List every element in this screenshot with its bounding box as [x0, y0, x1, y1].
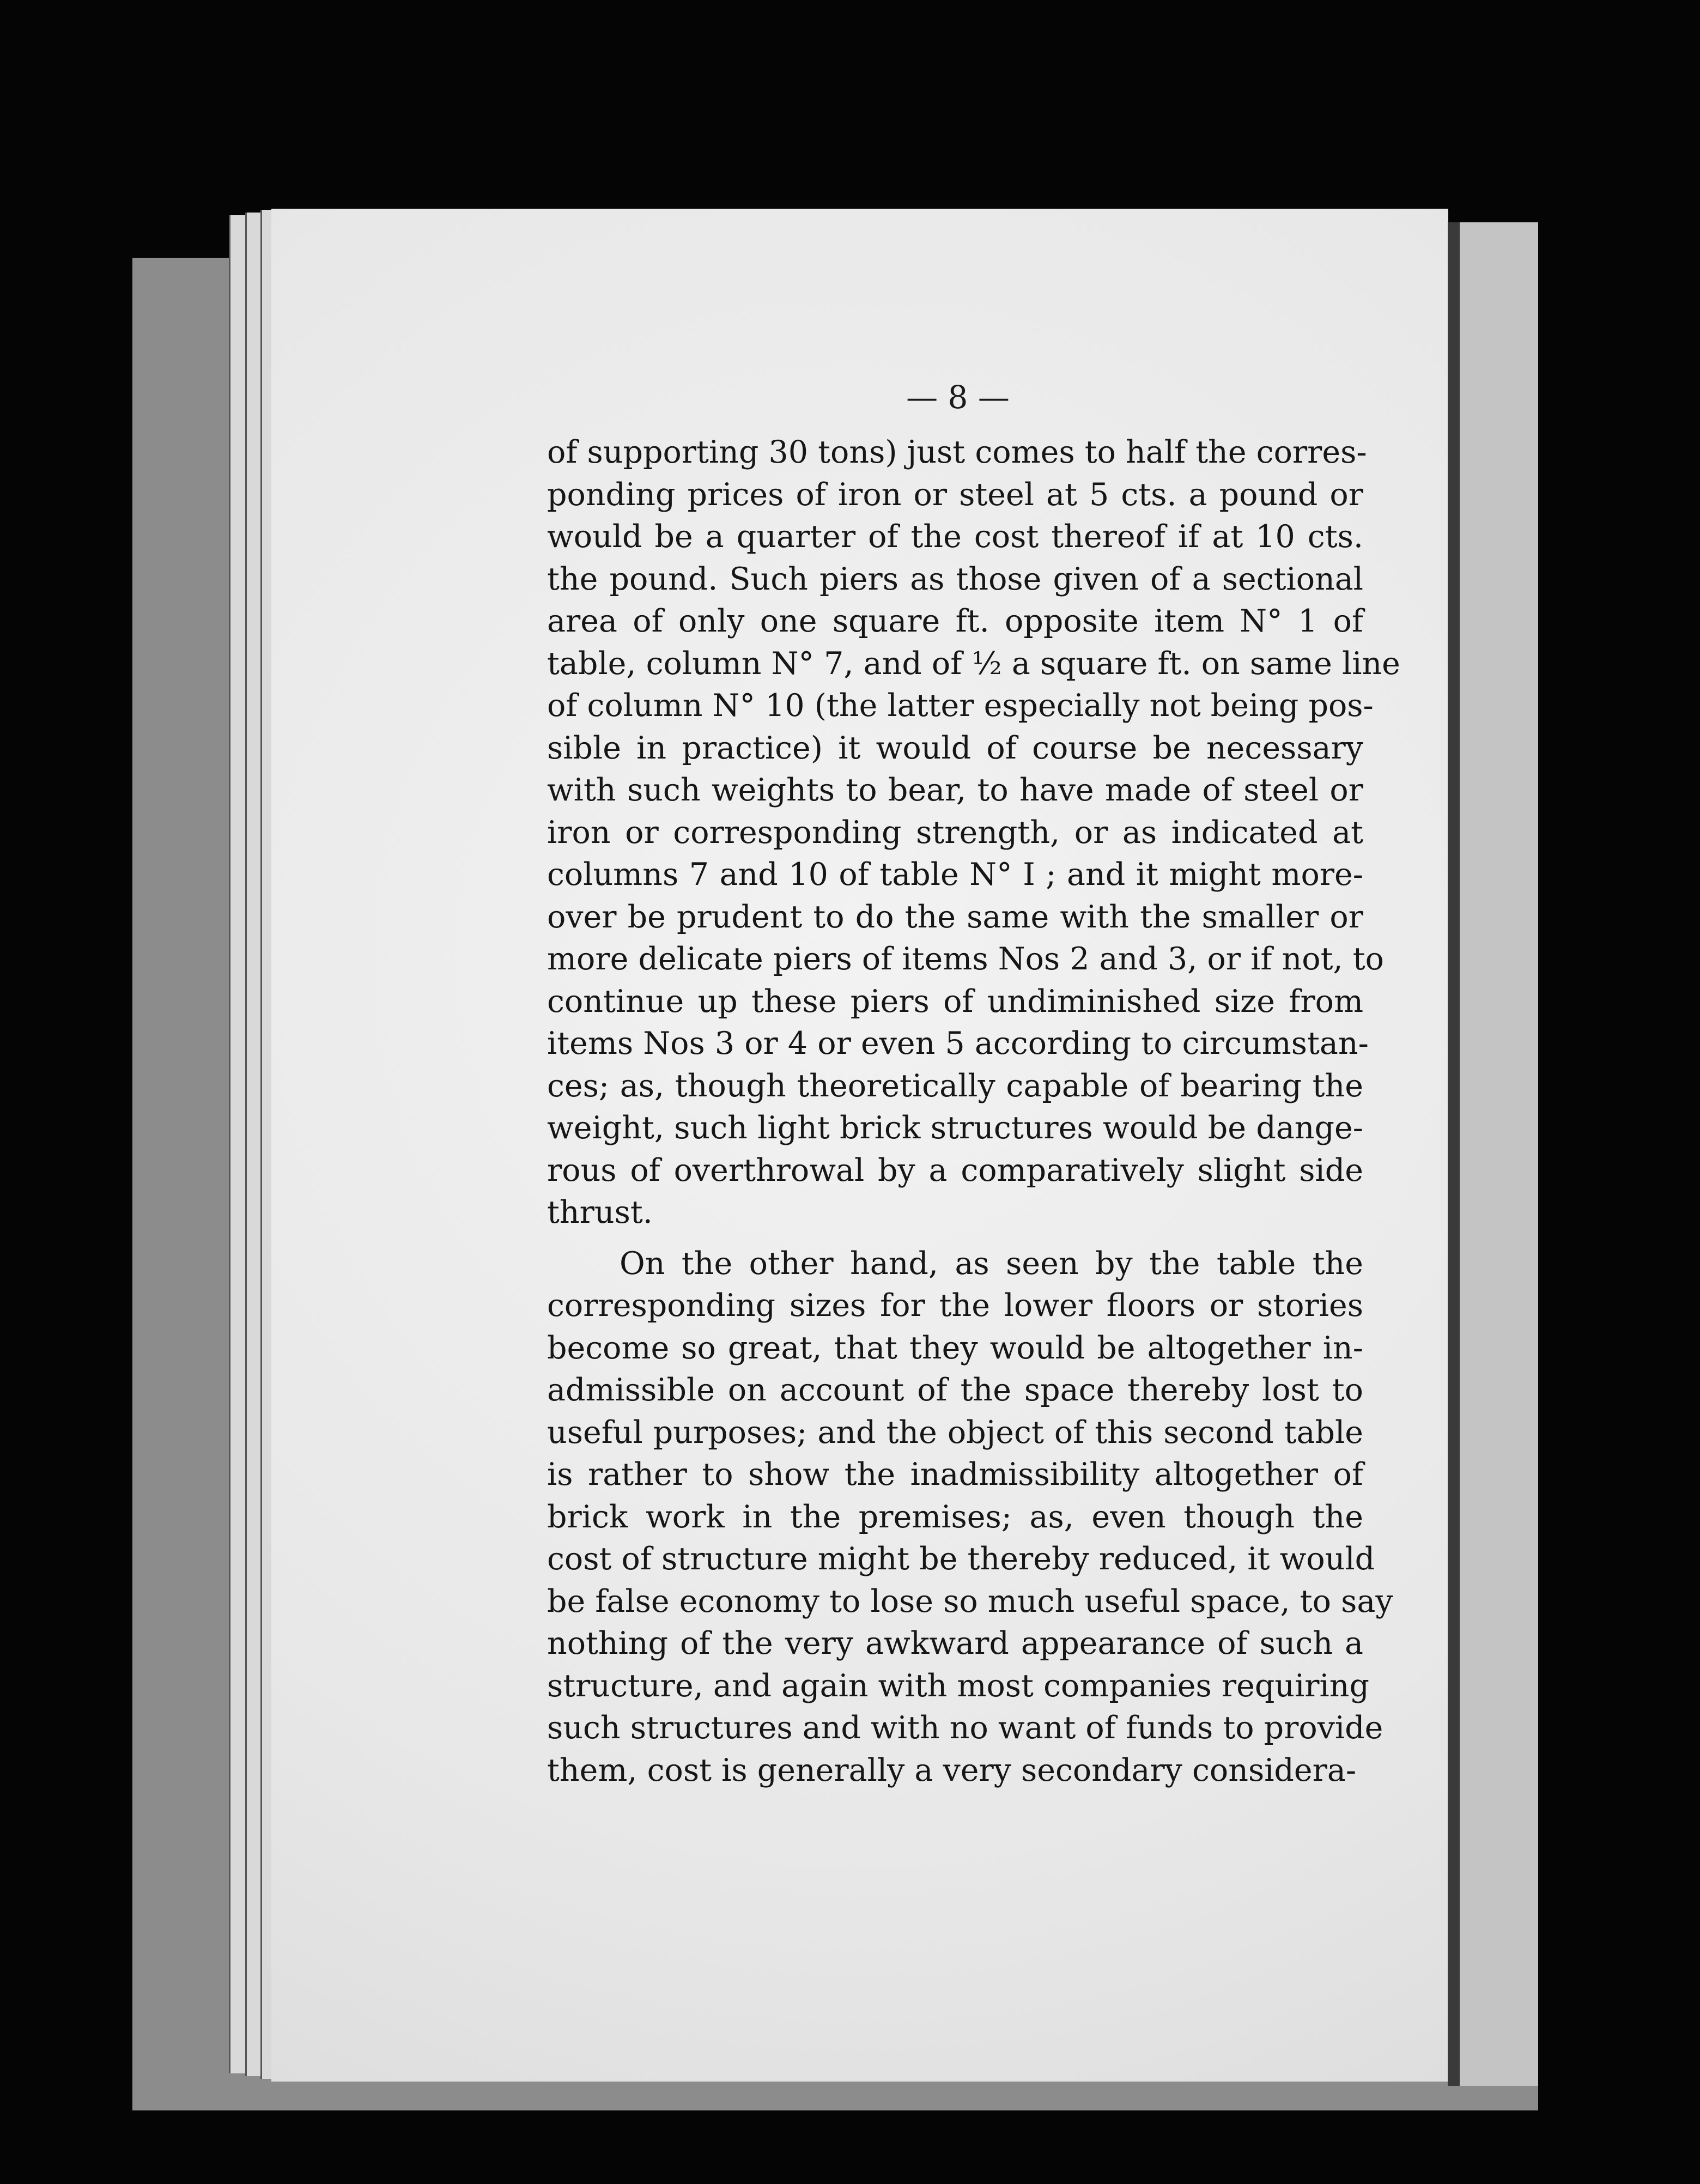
- facing-page-edge: [1448, 222, 1538, 2086]
- page-number: — 8 —: [906, 379, 1010, 416]
- text-line: sible in practice) it would of course be necessary: [547, 730, 1363, 766]
- paragraph: [547, 1243, 1393, 1792]
- text-line: On the other hand, as seen by the table the: [620, 1245, 1363, 1282]
- text-line: corresponding sizes for the lower floors or stories: [547, 1288, 1363, 1324]
- text-line: admissible on account of the space thereby lost to: [547, 1372, 1363, 1408]
- text-line: over be prudent to do the same with the smaller or: [547, 899, 1363, 935]
- text-line: ces; as, though theoretically capable of bearing the: [547, 1067, 1363, 1104]
- text-line: them, cost is generally a very secondary considera-: [547, 1752, 1357, 1788]
- text-line: columns 7 and 10 of table N° I ; and it might more-: [547, 857, 1363, 893]
- text-line: with such weights to bear, to have made of steel or: [547, 772, 1363, 808]
- text-line: would be a quarter of the cost thereof if at 10 cts.: [547, 519, 1363, 555]
- text-line: table, column N° 7, and of ½ a square ft. on same line: [547, 645, 1400, 682]
- text-line: become so great, that they would be altogether in-: [547, 1330, 1363, 1366]
- text-line: structure, and again with most companies requiring: [547, 1667, 1369, 1704]
- text-line: cost of structure might be thereby reduced, it would: [547, 1541, 1375, 1577]
- body-text: [547, 432, 1400, 1792]
- text-line: thrust.: [547, 1194, 653, 1230]
- text-line: such structures and with no want of funds to provide: [547, 1710, 1383, 1746]
- text-line: more delicate piers of items Nos 2 and 3, or if not, to: [547, 941, 1384, 977]
- text-line: brick work in the premises; as, even though the: [547, 1499, 1363, 1535]
- text-line: the pound. Such piers as those given of a sectional: [547, 561, 1363, 597]
- text-line: items Nos 3 or 4 or even 5 according to circumstan-: [547, 1026, 1369, 1061]
- text-line: iron or corresponding strength, or as indicated at: [547, 814, 1363, 851]
- text-line: nothing of the very awkward appearance of such a: [547, 1625, 1363, 1661]
- text-line: is rather to show the inadmissibility altogether of: [547, 1457, 1363, 1493]
- text-line: of supporting 30 tons) just comes to half the corres-: [547, 434, 1367, 470]
- text-line: continue up these piers of undiminished size from: [547, 983, 1363, 1020]
- paragraph: [547, 432, 1400, 1234]
- text-line: of column N° 10 (the latter especially not being pos-: [547, 688, 1374, 724]
- text-line: rous of overthrowal by a comparatively slight side: [547, 1152, 1363, 1188]
- text-line: area of only one square ft. opposite item N° 1 of: [547, 603, 1363, 639]
- text-line: ponding prices of iron or steel at 5 cts. a pound or: [547, 476, 1363, 513]
- text-line: weight, such light brick structures would be dange-: [547, 1110, 1363, 1146]
- text-line: useful purposes; and the object of this second table: [547, 1414, 1363, 1451]
- text-line: be false economy to lose so much useful space, to say: [547, 1583, 1393, 1619]
